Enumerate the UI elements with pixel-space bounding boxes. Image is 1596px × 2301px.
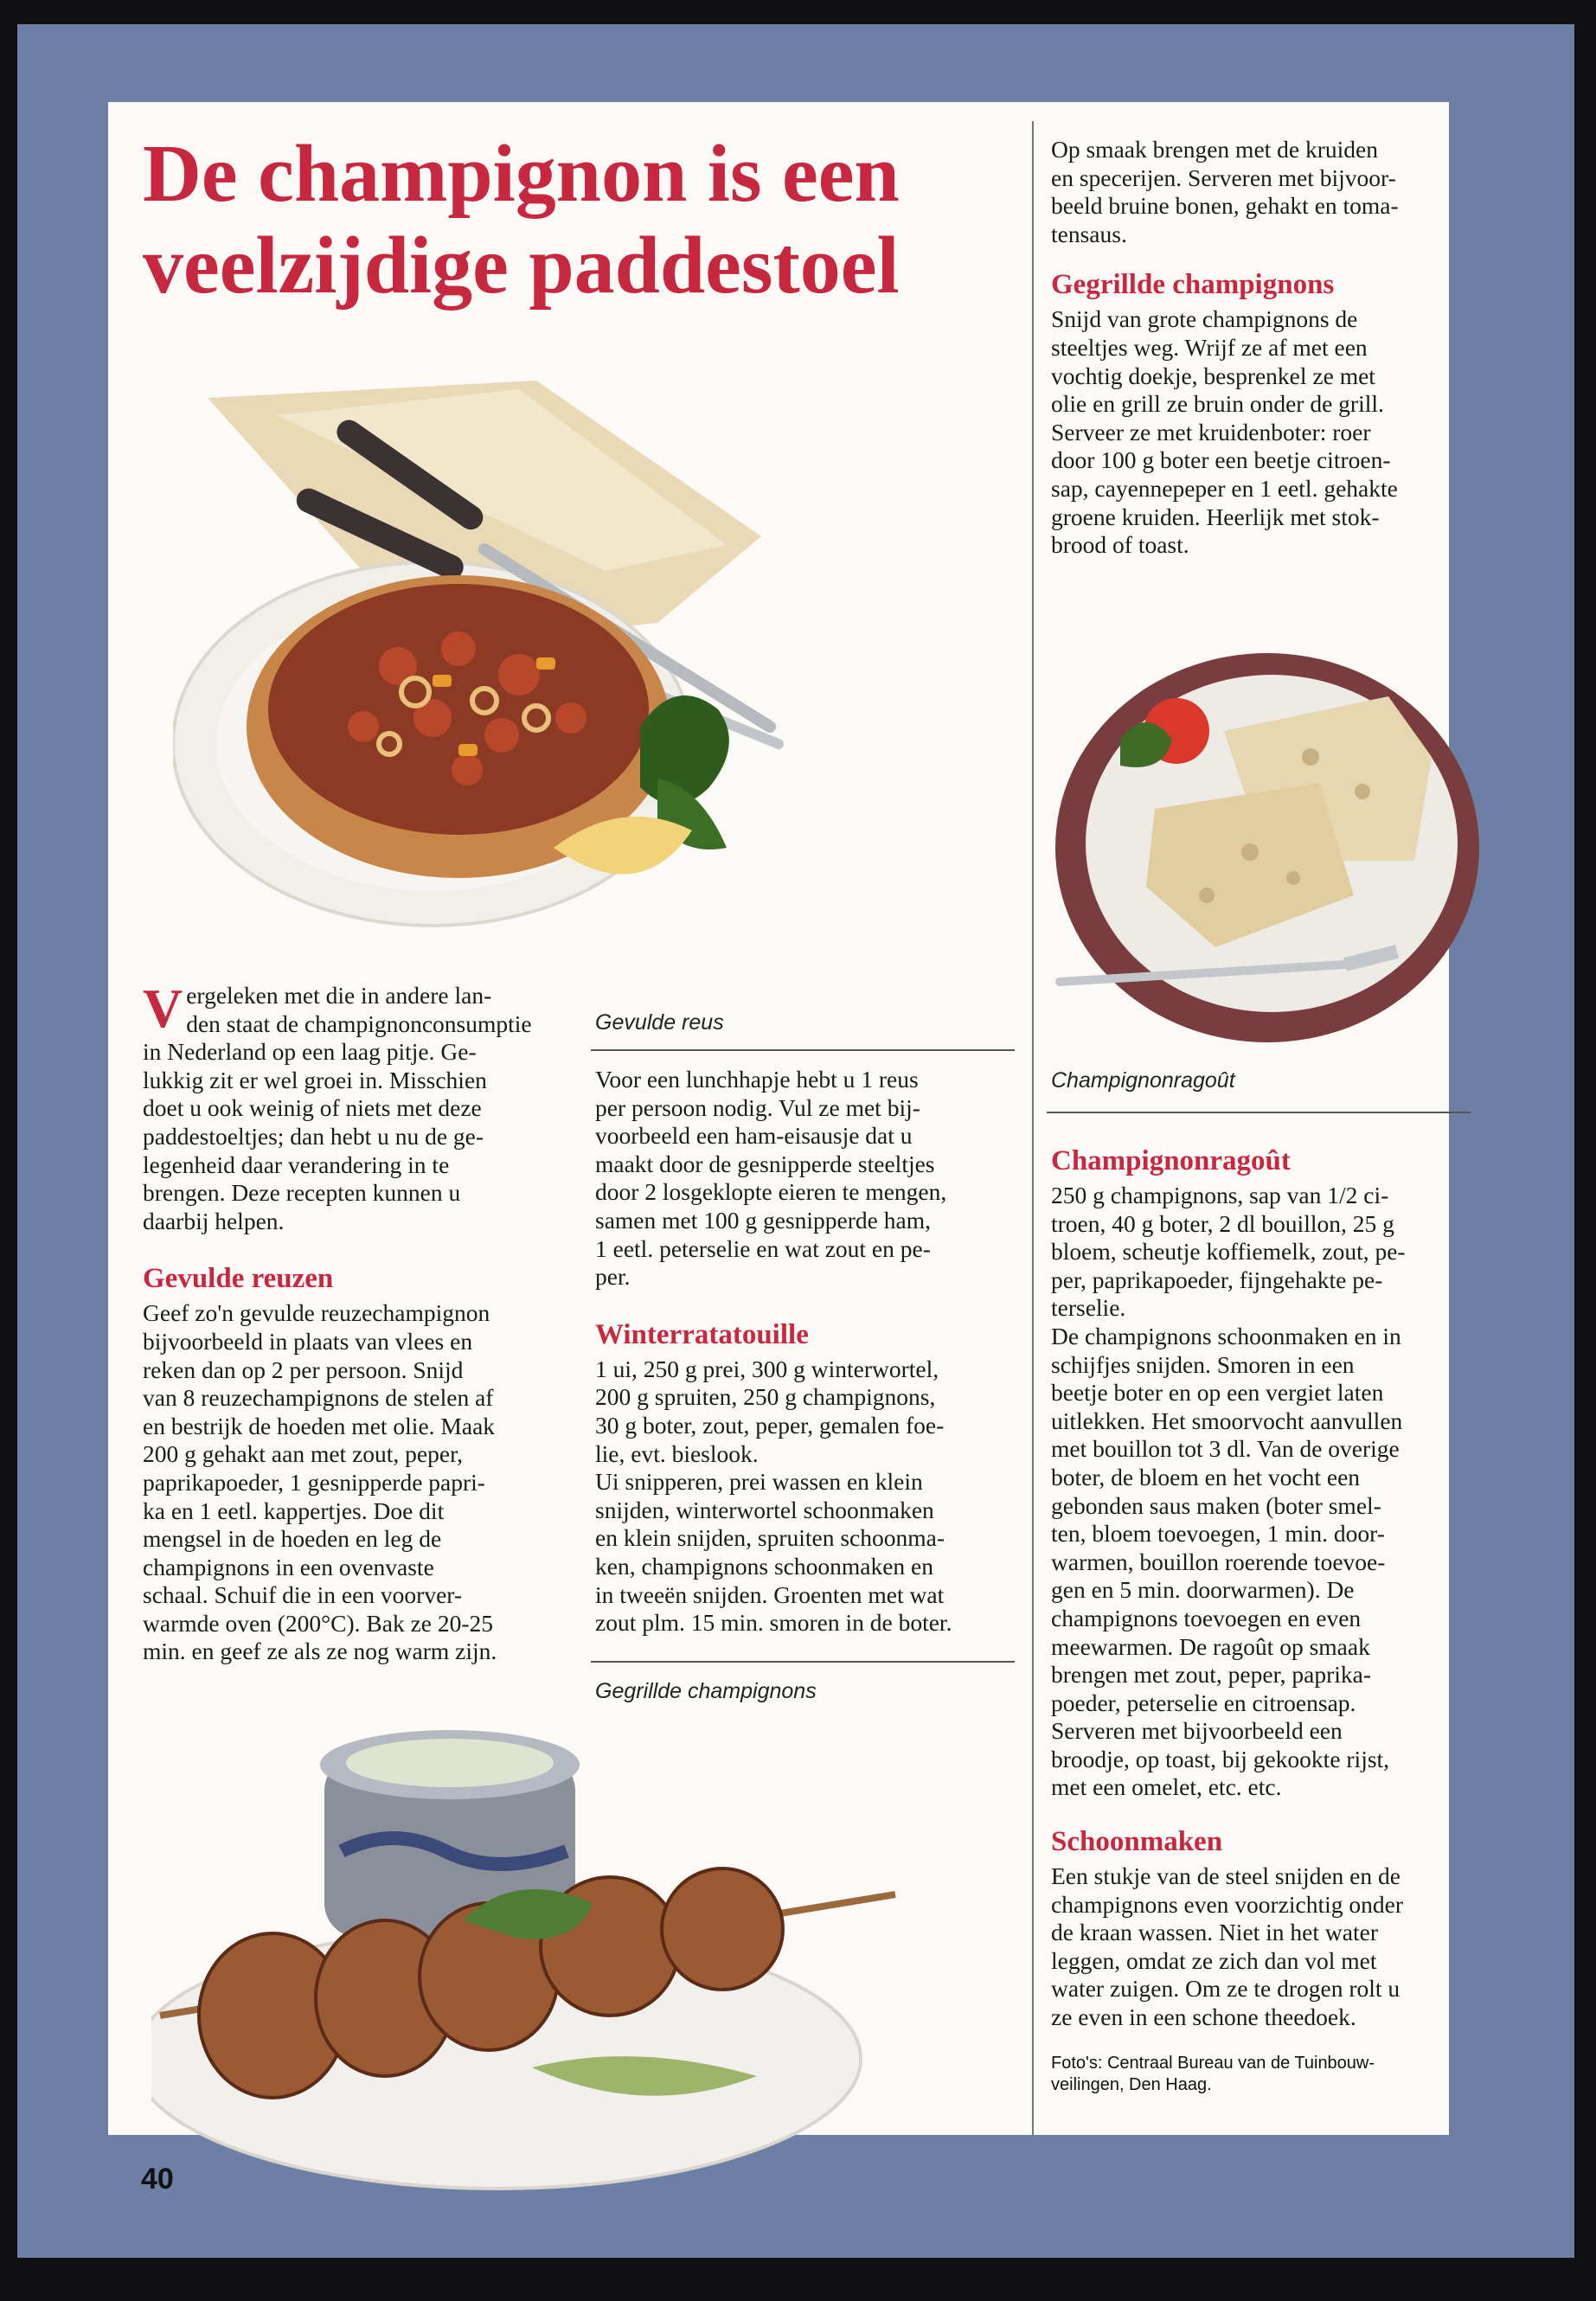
page-title-line-1: De champignon is een: [143, 129, 900, 219]
text-op-smaak: Op smaak brengen met de kruiden en specerijen. Serveren met bijvoor- beeld bruine bonen, gehakt en toma- tensaus.: [1051, 136, 1399, 247]
column-right-bottom: [1051, 1144, 1466, 2096]
caption-gevulde-reus-text: Gevulde reus: [595, 1010, 724, 1035]
text-schoonmaken: Een stukje van de steel snijden en de champignons even voorzichtig onder de kraan wassen. Niet in het water leggen, omdat ze zich dan vol met water zuigen. Om ze te drogen rolt u ze even in een schone theedoek.: [1051, 1862, 1404, 2031]
heading-gevulde-reuzen: Gevulde reuzen: [143, 1263, 334, 1295]
heading-schoonmaken: Schoonmaken: [1051, 1826, 1223, 1858]
divider-caption-3: [1047, 1112, 1471, 1113]
text-champignonragout: 250 g champignons, sap van 1/2 ci- troen, 40 g boter, 2 dl bouillon, 25 g bloem, scheutje koffiemelk, zout, pe- per, paprikapoeder, fijngehakte pe- terselie. De champignons schoonmaken en in schijfjes snijden. Smoren in een beetje boter en op een vergiet laten uitlekken. Het smoorvocht aanvullen met bouillon tot 3 dl. Van de overige boter, de bloem en het vocht een gebonden saus maken (boter smel- ten, bloem toevoegen, 1 min. door- warmen, bouillon roerende toevoe- gen en 5 min. doorwarmen). De champignons toevoegen en even meewarmen. De ragoût op smaak brengen met zout, peper, paprika- poeder, peterselie en citroensap. Serveren met bijvoorbeeld een broodje, op toast, bij gekookte rijst, met een omelet, etc. etc.: [1051, 1182, 1406, 1801]
column-left: [143, 977, 558, 1666]
caption-gevulde-reus: [595, 1008, 1010, 1037]
caption-ragout: [1051, 1066, 1466, 1095]
divider-caption-2: [591, 1661, 1015, 1663]
caption-ragout-text: Champignonragoût: [1051, 1068, 1235, 1093]
caption-gegrillde: [595, 1676, 1010, 1706]
text-winterratatouille: 1 ui, 250 g prei, 300 g winterwortel, 200 g spruiten, 250 g champignons, 30 g boter, zout, peper, gemalen foe- lie, evt. bieslook. Ui snipperen, prei wassen en klein snijden, winterwortel schoonmaken en klein snijden, spruiten schoonma- ken, champignons schoonmaken en in tweeën snijden. Groenten met wat zout plm. 15 min. smoren in de boter.: [595, 1355, 952, 1637]
caption-gegrillde-text: Gegrillde champignons: [595, 1679, 817, 1703]
column-right-top: [1051, 136, 1466, 560]
intro-text: ergeleken met die in andere lan- den staat de champignonconsumptie in Nederland op een laag pitje. Ge- lukkig zit er wel groei in. Misschien doet u ook weinig of niets met deze paddestoeltjes; dan hebt u nu de ge- legenheid daar verandering in te brengen. Deze recepten kunnen u daarbij helpen.: [143, 982, 532, 1234]
photo-gegrillde-champignons: [151, 1730, 913, 2197]
photo-champignonragout: [1051, 636, 1484, 1042]
photo-gevulde-reus: [173, 363, 969, 986]
page-title: [143, 128, 1034, 311]
intro-dropcap: V: [143, 977, 183, 1039]
heading-gegrillde-champignons: Gegrillde champignons: [1051, 269, 1335, 301]
text-gegrillde-champignons: Snijd van grote champignons de steeltjes weg. Wrijf ze af met een vochtig doekje, besprenkel ze met olie en grill ze bruin onder de grill. Serveer ze met kruidenboter: roer door 100 g boter een beetje citroen- sap, cayennepeper en 1 eetl. gehakte groene kruiden. Heerlijk met stok- brood of toast.: [1051, 305, 1398, 559]
page-number: 40: [141, 2163, 174, 2195]
text-gevulde-reus: Voor een lunchhapje hebt u 1 reus per persoon nodig. Vul ze met bij- voorbeeld een ham-eisausje dat u maakt door de gesnipperde steeltjes door 2 losgeklopte eieren te mengen, samen met 100 g gesnipperde ham, 1 eetl. peterselie en wat zout en pe- per.: [595, 1066, 947, 1291]
page-title-line-2: veelzijdige paddestoel: [143, 221, 900, 311]
text-gevulde-reuzen: Geef zo'n gevulde reuzechampignon bijvoorbeeld in plaats van vlees en reken dan op 2 per persoon. Snijd van 8 reuzechampignons de stelen af en bestrijk de hoeden met olie. Maak 200 g gehakt aan met zout, peper, paprikapoeder, 1 gesnipperde papri- ka en 1 eetl. kappertjes. Doe dit mengsel in de hoeden en leg de champignons in een ovenvaste schaal. Schuif die in een voorver- warmde oven (200°C). Bak ze 20-25 min. en geef ze als ze nog warm zijn.: [143, 1299, 497, 1665]
column-middle: [595, 1066, 1019, 1638]
divider-caption-1: [591, 1049, 1015, 1051]
heading-champignonragout: Champignonragoût: [1051, 1145, 1291, 1176]
heading-winterratatouille: Winterratatouille: [595, 1318, 809, 1350]
intro-paragraph: [143, 977, 558, 1235]
photo-credit: Foto's: Centraal Bureau van de Tuinbouw- veilingen, Den Haag.: [1051, 2053, 1375, 2094]
column-divider: [1032, 121, 1034, 2137]
